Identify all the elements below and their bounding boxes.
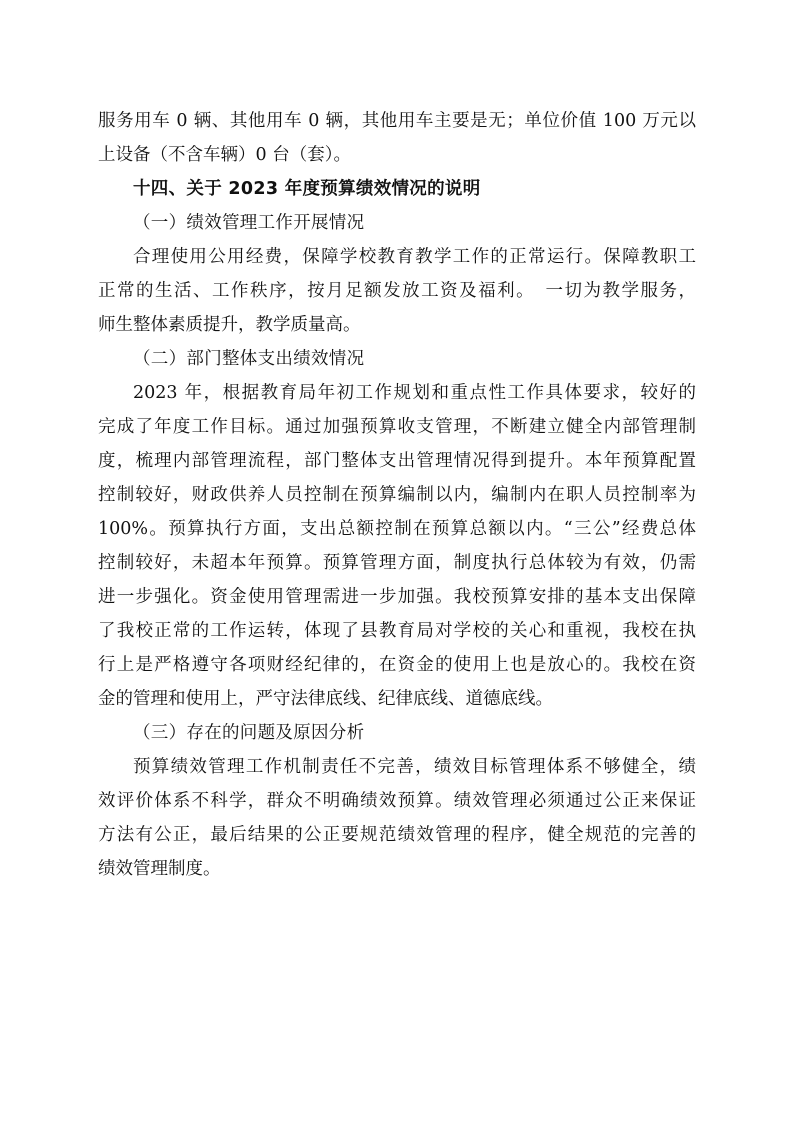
- paragraph-1-line-3: 师生整体素质提升，教学质量高。: [98, 315, 361, 335]
- paragraph-1-line-2: 正常的生活、工作秩序，按月足额发放工资及福利。 一切为教学服务，: [98, 281, 696, 301]
- paragraph-2-line-8: 了我校正常的工作运转，体现了县教育局对学校的关心和重视，我校在执: [98, 621, 696, 641]
- paragraph-3-line-2: 效评价体系不科学，群众不明确绩效预算。绩效管理必须通过公正来保证: [98, 791, 696, 811]
- section-title: 十四、关于 2023 年度预算绩效情况的说明: [133, 179, 481, 199]
- subsection-heading-3: （三）存在的问题及原因分析: [133, 723, 365, 743]
- paragraph-2-line-2: 完成了年度工作目标。通过加强预算收支管理，不断建立健全内部管理制: [98, 417, 696, 437]
- intro-line-2: 上设备（不含车辆）0 台（套）。: [98, 145, 351, 165]
- paragraph-3-line-4: 绩效管理制度。: [98, 859, 221, 879]
- paragraph-1-line-1: 合理使用公用经费，保障学校教育教学工作的正常运行。保障教职工: [133, 247, 696, 267]
- paragraph-2-line-4: 控制较好，财政供养人员控制在预算编制以内，编制内在职人员控制率为: [98, 485, 696, 505]
- paragraph-3-line-1: 预算绩效管理工作机制责任不完善，绩效目标管理体系不够健全，绩: [133, 757, 696, 777]
- paragraph-2-line-1: 2023 年，根据教育局年初工作规划和重点性工作具体要求，较好的: [133, 383, 696, 403]
- subsection-heading-1: （一）绩效管理工作开展情况: [133, 213, 365, 233]
- paragraph-2-line-10: 金的管理和使用上，严守法律底线、纪律底线、道德底线。: [98, 689, 553, 709]
- paragraph-2-line-5: 100%。预算执行方面，支出总额控制在预算总额以内。“三公”经费总体: [98, 519, 696, 539]
- subsection-heading-2: （二）部门整体支出绩效情况: [133, 349, 365, 369]
- paragraph-2-line-3: 度，梳理内部管理流程，部门整体支出管理情况得到提升。本年预算配置: [98, 451, 696, 471]
- paragraph-3-line-3: 方法有公正，最后结果的公正要规范绩效管理的程序，健全规范的完善的: [98, 825, 696, 845]
- intro-line-1: 服务用车 0 辆、其他用车 0 辆，其他用车主要是无；单位价值 100 万元以: [98, 111, 696, 131]
- paragraph-2-line-9: 行上是严格遵守各项财经纪律的，在资金的使用上也是放心的。我校在资: [98, 655, 696, 675]
- paragraph-2-line-6: 控制较好，未超本年预算。预算管理方面，制度执行总体较为有效，仍需: [98, 553, 696, 573]
- paragraph-2-line-7: 进一步强化。资金使用管理需进一步加强。我校预算安排的基本支出保障: [98, 587, 696, 607]
